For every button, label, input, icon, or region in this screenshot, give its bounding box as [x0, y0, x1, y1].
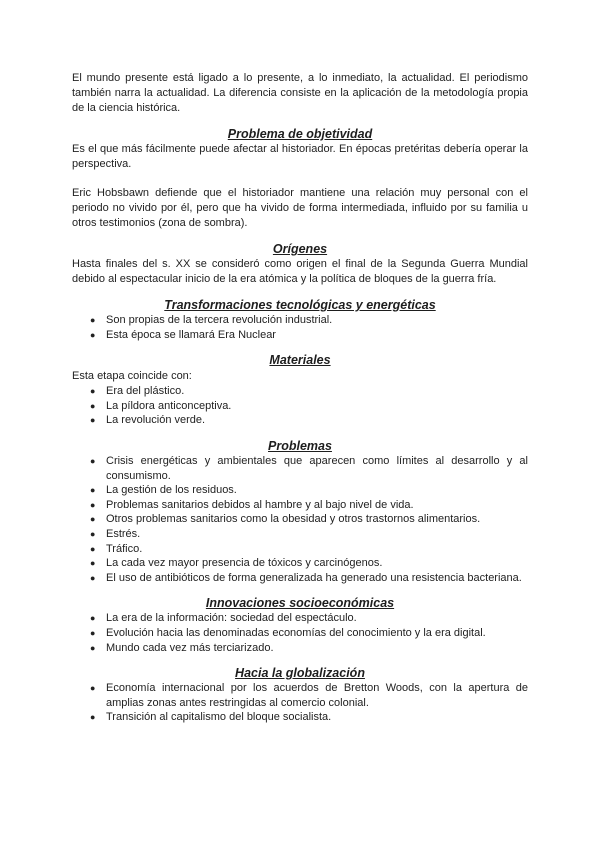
bullet-icon: ● [90, 315, 96, 325]
heading-problemas: Problemas [268, 438, 332, 453]
intro-paragraph: El mundo presente está ligado a lo presente, a lo inmediato, la actualidad. El periodismo también narra la actualidad. La diferencia consiste en la aplicación de la metodología propia de la ciencia histórica. [72, 72, 528, 114]
bullet-icon: ● [90, 329, 96, 340]
list-item: ● Estrés. [90, 527, 141, 540]
bullet-icon: ● [90, 514, 96, 525]
objetividad-paragraph-2: Eric Hobsbawn defiende que el historiador mantiene una relación muy personal con el periodo no vivido por él, pero que ha vivido de forma intermediada, influido por su familia u otros testimonios (zona de sombra). [72, 187, 528, 229]
bullet-icon: ● [90, 627, 96, 638]
transformaciones-list [72, 313, 528, 342]
heading-objetividad: Problema de objetividad [227, 127, 373, 141]
list-item: ● Mundo cada vez más terciarizado. [90, 641, 274, 654]
bullet-icon: ● [90, 712, 96, 723]
materiales-lead: Esta etapa coincide con: [72, 370, 192, 383]
heading-materiales: Materiales [269, 353, 331, 368]
bullet-icon: ● [90, 499, 96, 510]
origenes-paragraph: Hasta finales del s. XX se consideró como origen el final de la Segunda Guerra Mundial debido al espectacular inicio de la era atómica y la política de bloques de la guerra fría. [72, 258, 528, 285]
list-item: ● La cada vez mayor presencia de tóxicos y carcinógenos. [90, 557, 383, 570]
list-item: ● Son propias de la tercera revolución industrial. [90, 314, 333, 326]
list-item: ● Era del plástico. [90, 385, 185, 398]
bullet-icon: ● [90, 543, 96, 554]
bullet-icon: ● [90, 558, 96, 569]
list-item: ● Evolución hacia las denominadas economías del conocimiento y la era digital. [90, 626, 486, 639]
heading-origenes: Orígenes [272, 242, 328, 256]
list-item: ● Tráfico. [90, 542, 143, 555]
bullet-icon: ● [90, 683, 96, 694]
bullet-icon: ● [90, 613, 96, 624]
bullet-icon: ● [90, 386, 96, 397]
bullet-icon: ● [90, 400, 96, 411]
list-item: ● La gestión de los residuos. [90, 484, 237, 497]
objetividad-paragraph-1: Es el que más fácilmente puede afectar al historiador. En épocas pretéritas debería operar la perspectiva. [72, 143, 528, 170]
list-item: ● La píldora anticonceptiva. [90, 399, 232, 412]
heading-innovaciones: Innovaciones socioeconómicas [205, 596, 395, 611]
bullet-icon: ● [90, 455, 96, 466]
list-item: ● La revolución verde. [90, 414, 206, 427]
list-item: ● Esta época se llamará Era Nuclear [90, 328, 276, 341]
problemas-list [72, 454, 528, 585]
bullet-icon: ● [90, 642, 96, 653]
list-item: ● Otros problemas sanitarios como la obesidad y otros trastornos alimentarios. [90, 513, 481, 526]
heading-transformaciones: Transformaciones tecnológicas y energéticas [164, 298, 436, 312]
list-item: ● Transición al capitalismo del bloque socialista. [90, 711, 332, 724]
bullet-icon: ● [90, 415, 96, 426]
materiales-list [72, 384, 528, 428]
list-item: ● El uso de antibióticos de forma generalizada ha generado una resistencia bacteriana. [90, 571, 522, 584]
bullet-icon: ● [90, 528, 96, 539]
bullet-icon: ● [90, 485, 96, 496]
list-item: ● Economía internacional por los acuerdos de Bretton Woods, con la apertura de amplias zonas antes restringidas al comercio colonial. [90, 682, 528, 709]
list-item: ● Crisis energéticas y ambientales que aparecen como límites al desarrollo y al consumismo. [90, 454, 528, 482]
list-item: ● Problemas sanitarios debidos al hambre y al bajo nivel de vida. [90, 498, 414, 511]
list-item: ● La era de la información: sociedad del espectáculo. [90, 612, 357, 625]
bullet-icon: ● [90, 572, 96, 583]
heading-globalizacion: Hacia la globalización [235, 666, 365, 681]
globalizacion-list [72, 681, 528, 725]
innovaciones-list [72, 611, 528, 655]
